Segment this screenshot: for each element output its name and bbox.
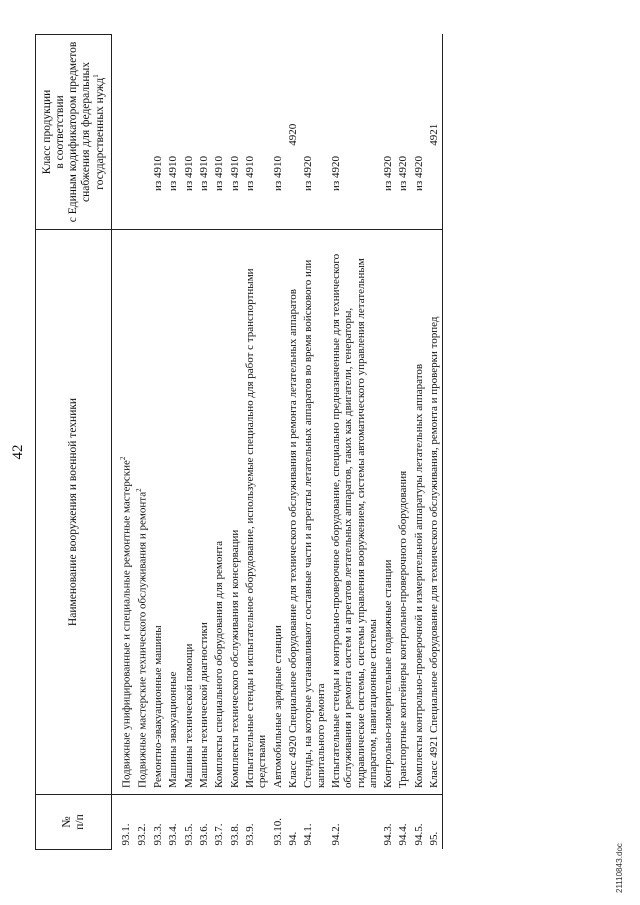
table-body [112,35,443,850]
row-class-code: из 4910 [198,156,211,191]
table-row [166,35,181,850]
row-name-text: Комплекты контрольно-проверочной и измерительной аппаратуры летательных аппаратов [412,363,425,788]
row-name [228,230,243,795]
header-class-line: снабжения для федеральных [79,62,92,202]
table-row [329,35,381,850]
row-number: 93.10. [271,795,286,850]
row-class-code: из 4920 [329,156,342,191]
row-name-text: Контрольно-измерительные подвижные станции [382,559,395,788]
row-number: 94.3. [381,795,396,850]
table-row [243,35,271,850]
row-name-text: Класс 4921 Специальное оборудование для технического обслуживания, ремонта и проверки торпед [428,316,441,788]
row-number: 93.6. [197,795,212,850]
row-name [135,230,151,795]
row-name [412,230,427,795]
row-class-code: из 4910 [271,156,284,191]
row-name-text: Транспортные контейнеры контрольно-проверочного оборудования [397,470,410,788]
table-row [135,35,151,850]
row-name [396,230,411,795]
row-number: 94.2. [329,795,381,850]
row-number: 94. [286,795,301,850]
table-row [228,35,243,850]
row-name-text: Подвижные унифицированные и специальные ремонтные мастерские [120,460,133,788]
footnote-marker: 2 [119,456,128,461]
row-class-code: из 4920 [382,156,395,191]
header-name: Наименование вооружения и военной техники [36,230,112,795]
row-name-text: Подвижные мастерские технического обслуживания и ремонта [136,491,149,788]
row-name [286,230,301,795]
row-number: 94.5. [412,795,427,850]
row-name [182,230,197,795]
row-name [271,230,286,795]
row-name-text: Машины эвакуационные [167,671,180,788]
row-name [151,230,166,795]
row-number: 93.2. [135,795,151,850]
row-name-text: Испытательные стенды и испытательное оборудование, используемые специально для работ с транспортными средствами [244,268,269,788]
row-name [329,230,381,795]
row-class-code: из 4920 [412,156,425,191]
table-row [112,35,135,850]
table-header-row [36,35,112,850]
table-row [212,35,227,850]
row-name [301,230,329,795]
row-class-code: из 4910 [213,156,226,191]
row-name [381,230,396,795]
row-class-code: из 4920 [302,156,315,191]
row-class-code: из 4910 [152,156,165,191]
footnote-marker: 2 [135,488,144,492]
row-name-text: Комплекты специального оборудования для ремонта [213,540,226,788]
table-row [286,35,301,850]
row-number: 94.4. [396,795,411,850]
row-class-code [112,35,135,230]
table-row [301,35,329,850]
table-row [427,35,443,850]
header-number-symbol: № [59,816,74,828]
row-number: 94.1. [301,795,329,850]
row-number: 93.5. [182,795,197,850]
file-name-footer: 2111084З.doc [615,843,624,893]
row-name-text: Ремонтно-эвакуационные машины [152,625,165,788]
row-number: 93.3. [151,795,166,850]
table-row [381,35,396,850]
row-number: 95. [427,795,443,850]
row-class-code [135,35,151,230]
table-row [271,35,286,850]
header-class-line [93,41,107,223]
row-class-code: из 4920 [397,156,410,191]
row-name-text: Машины технической помощи [182,643,195,788]
row-name [197,230,212,795]
row-class-code: из 4910 [228,156,241,191]
row-name-text: Комплекты технического обслуживания и консервации [228,529,241,788]
table-row [197,35,212,850]
page-number: 42 [10,444,26,460]
header-number-abbr: п/п [73,814,86,830]
header-class-line: с Единым кодификатором предметов [66,41,79,223]
header-class-line: Класс продукции [41,89,53,175]
header-class [36,35,112,230]
row-name [243,230,271,795]
table-row [396,35,411,850]
row-name-text: Стенды, на которые устанавливают составные части и агрегаты летательных аппаратов во время войскового или капитального ремонта [302,259,327,788]
row-name-text: Испытательные стенды и контрольно-проверочное оборудование, специально предназначенные для технического обслуживания и ремонта систем и агрегатов летательных аппаратов, таких как двигатели, генераторы, гидравлические системы, системы управления вооружением, системы автоматического управления летательным аппаратом, навигационные системы [329,253,379,788]
row-name-text: Автомобильные зарядные станции [271,625,284,788]
row-class-code: из 4910 [167,156,180,191]
table-row [412,35,427,850]
row-name [166,230,181,795]
row-class-code: 4920 [286,123,299,146]
row-number: 93.8. [228,795,243,850]
footnote-marker: 1 [91,74,100,78]
header-class-line: в соответствии [53,95,66,169]
row-number: 93.4. [166,795,181,850]
row-class-code: из 4910 [182,156,195,191]
row-number: 93.1. [112,795,135,850]
table-row [151,35,166,850]
weapons-table [35,34,443,850]
row-class-code: 4921 [427,35,443,230]
row-name-text: Класс 4920 Специальное оборудование для технического обслуживания и ремонта летательных аппаратов [286,289,299,788]
row-name-text: Машины технической диагностики [198,622,211,788]
row-name [212,230,227,795]
row-number: 93.9. [243,795,271,850]
header-class-last-text: государственных нужд [93,77,106,190]
row-class-code: из 4910 [244,156,257,191]
header-number [36,795,112,850]
row-number: 93.7. [212,795,227,850]
row-name [112,230,135,795]
row-name [427,230,443,795]
table-row [182,35,197,850]
